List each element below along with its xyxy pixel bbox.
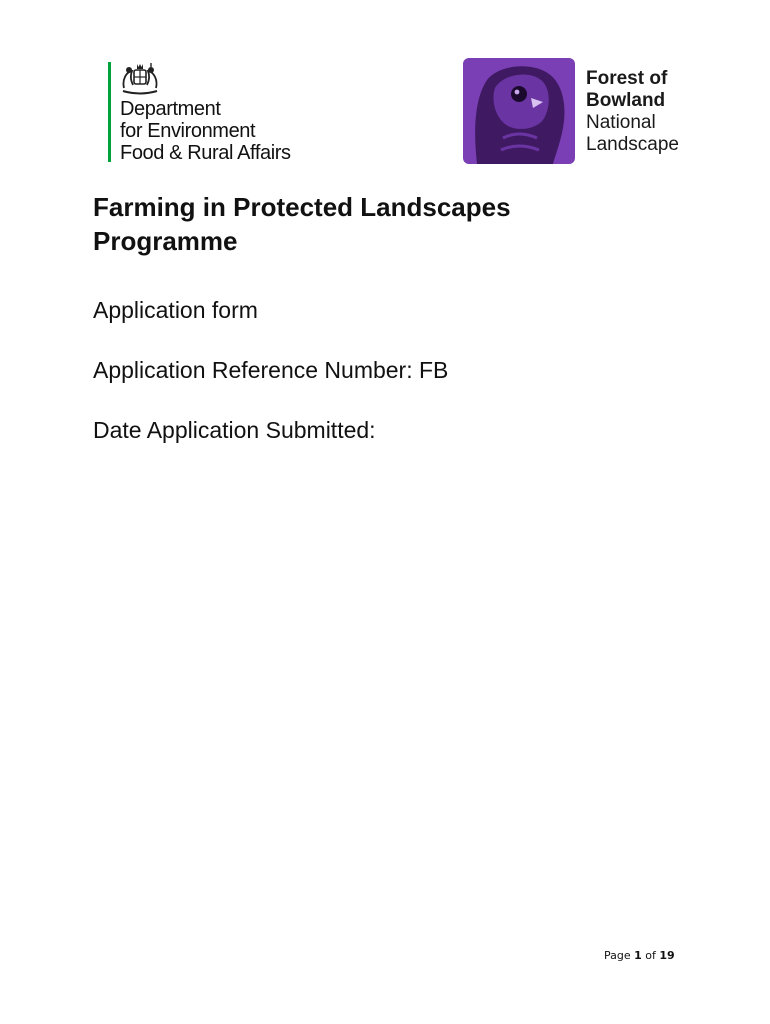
fob-line-1: Forest of bbox=[586, 68, 668, 89]
defra-line-1: Department bbox=[120, 98, 221, 120]
defra-line-2: for Environment bbox=[120, 120, 256, 142]
defra-green-rule bbox=[108, 62, 111, 162]
date-submitted-label: Date Application Submitted: bbox=[93, 417, 376, 443]
current-page-number: 1 bbox=[634, 949, 642, 962]
document-subtitle: Application form bbox=[93, 297, 258, 323]
defra-wordmark bbox=[120, 98, 291, 164]
of-word: of bbox=[645, 949, 656, 962]
page-word: Page bbox=[604, 949, 631, 962]
page-number-footer bbox=[604, 948, 675, 964]
total-pages-number: 19 bbox=[659, 949, 675, 962]
reference-number-label: Application Reference Number: FB bbox=[93, 357, 449, 383]
document-title: Farming in Protected Landscapes Programme bbox=[93, 192, 511, 256]
forest-of-bowland-wordmark bbox=[586, 68, 679, 156]
defra-logo bbox=[108, 62, 348, 164]
fob-line-4: Landscape bbox=[586, 134, 679, 155]
fob-line-2: Bowland bbox=[586, 90, 666, 111]
royal-crest-icon bbox=[120, 62, 160, 96]
defra-line-3: Food & Rural Affairs bbox=[120, 142, 291, 164]
owl-tile bbox=[463, 58, 575, 164]
fob-line-3: National bbox=[586, 112, 656, 133]
owl-icon bbox=[463, 58, 575, 164]
forest-of-bowland-logo bbox=[463, 58, 703, 166]
